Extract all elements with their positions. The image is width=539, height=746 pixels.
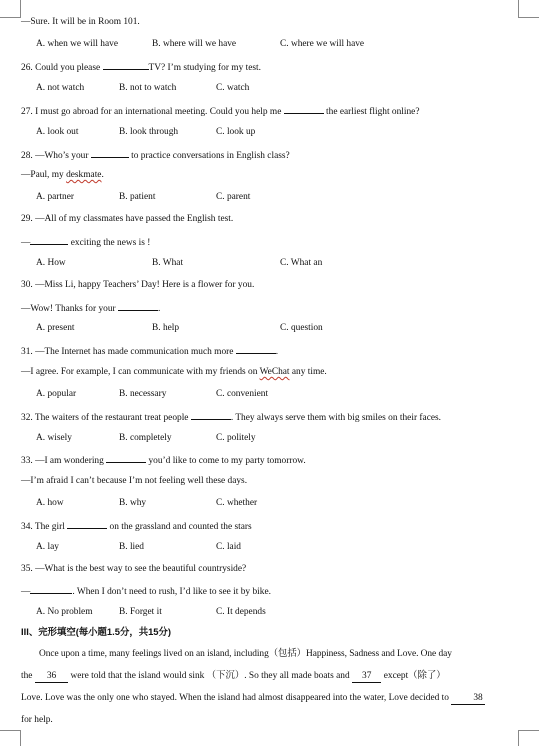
q31-reply-text: —I agree. For example, I can communicate with my friends on [21,367,260,377]
passage-text: the [21,671,35,681]
q34-option-a: A. lay [36,542,59,552]
crop-mark [518,730,519,746]
q32-text-end: . They always serve them with big smiles on their faces. [230,413,442,423]
q26-option-b: B. not to watch [119,83,177,93]
q25-option-c: C. where we will have [280,39,365,49]
q25-option-b: B. where will we have [152,39,237,49]
q25-option-a: A. when we will have [36,39,119,49]
q32-option-c: C. politely [216,433,256,443]
section-title: III、完形填空(每小题1.5分，共15分) [21,626,172,637]
q35-option-b: B. Forget it [119,607,162,617]
q31-stem [21,344,278,358]
q30-stem: 30. —Miss Li, happy Teachers’ Day! Here is a flower for you. [21,280,255,290]
q35-reply [21,584,271,598]
q33-text: 33. —I am wondering [21,456,107,466]
q26-text: 26. Could you please [21,63,103,73]
blank-36: 36 [35,670,68,683]
q27-text-end: the earliest flight online? [323,107,420,117]
passage-text: were told that the island would sink （下沉）. So they all made boats and [68,671,352,681]
q27-blank [284,104,324,114]
q28-option-b: B. patient [119,192,156,202]
crop-mark [518,730,539,731]
q28-option-c: C. parent [216,192,251,202]
q30-reply-text: —Wow! Thanks for your [21,304,118,314]
q31-reply [21,366,327,378]
q31-option-c: C. convenient [216,389,269,399]
q31-reply-end: any time. [289,367,327,377]
q30-option-c: C. question [280,323,323,333]
q34-text: 34. The girl [21,522,68,532]
q29-reply [21,235,150,249]
q35-reply-text: — [21,587,31,597]
q32-blank [191,410,231,420]
q27-stem [21,104,420,118]
crop-mark [20,730,21,746]
q30-reply [21,301,160,315]
q34-option-c: C. laid [216,542,241,552]
crop-mark [0,17,21,18]
q28-reply [21,169,104,181]
q26-stem [21,60,261,74]
q30-reply-end: . [157,304,161,314]
q31-option-a: A. popular [36,389,77,399]
q26-blank [103,60,149,70]
q32-option-b: B. completely [119,433,172,443]
crop-mark [0,730,21,731]
q28-reply-text: —Paul, my [21,170,67,180]
passage-line-2 [21,670,446,683]
q27-text: 27. I must go abroad for an international meeting. Could you help me [21,107,284,117]
q31-option-b: B. necessary [119,389,167,399]
blank-37: 37 [352,670,381,683]
q31-text-end: . [275,347,279,357]
q28-text-end: to practice conversations in English class? [128,151,290,161]
q29-reply-end: exciting the news is ! [68,238,151,248]
q28-text: 28. —Who’s your [21,151,91,161]
q35-option-c: C. It depends [216,607,266,617]
q33-option-c: C. whether [216,498,258,508]
q27-option-b: B. look through [119,127,179,137]
q29-blank [30,235,68,245]
q33-stem [21,453,306,467]
q28-stem [21,148,290,162]
q35-blank [30,584,72,594]
q31-reply-word: WeChat [259,367,290,377]
q30-option-b: B. help [152,323,180,333]
q33-blank [106,453,146,463]
q32-option-a: A. wisely [36,433,72,443]
q30-option-a: A. present [36,323,75,333]
q33-text-end: you’d like to come to my party tomorrow. [146,456,306,466]
q26-option-a: A. not watch [36,83,85,93]
passage-line-4: for help. [21,715,53,725]
blank-38: 38 [451,692,484,705]
q32-text: 32. The waiters of the restaurant treat people [21,413,191,423]
passage-line-3 [21,692,485,705]
q27-option-a: A. look out [36,127,79,137]
passage-line-1: Once upon a time, many feelings lived on an island, including（包括）Happiness, Sadness and Love. One day [39,649,452,659]
crop-mark [518,17,539,18]
q33-option-a: A. how [36,498,64,508]
q27-option-c: C. look up [216,127,256,137]
q30-blank [118,301,158,311]
q26-text-end: TV? I’m studying for my test. [148,63,261,73]
q25-reply: —Sure. It will be in Room 101. [21,17,140,27]
q34-blank [67,519,107,529]
q33-reply: —I’m afraid I can’t because I’m not feeling well these days. [21,476,248,486]
passage-text: except（除了） [381,671,446,681]
q28-option-a: A. partner [36,192,75,202]
q33-option-b: B. why [119,498,147,508]
q29-reply-text: — [21,238,31,248]
q31-text: 31. —The Internet has made communication much more [21,347,236,357]
q34-option-b: B. lied [119,542,144,552]
q32-stem [21,410,441,424]
q29-stem: 29. —All of my classmates have passed the English test. [21,214,234,224]
q35-stem: 35. —What is the best way to see the beautiful countryside? [21,564,247,574]
q34-stem [21,519,252,533]
q26-option-c: C. watch [216,83,250,93]
q28-reply-word: deskmate [66,170,102,180]
q34-text-end: on the grassland and counted the stars [107,522,252,532]
q28-reply-end: . [101,170,104,180]
q29-option-a: A. How [36,258,66,268]
passage-text: Love. Love was the only one who stayed. When the island had almost disappeared into the water, Love decided to [21,693,452,703]
q35-option-a: A. No problem [36,607,93,617]
q35-reply-end: . When I don’t need to rush, I’d like to see it by bike. [72,587,271,597]
crop-mark [518,0,519,18]
q31-blank [236,344,276,354]
q29-option-b: B. What [152,258,184,268]
q28-blank [91,148,129,158]
q29-option-c: C. What an [280,258,323,268]
